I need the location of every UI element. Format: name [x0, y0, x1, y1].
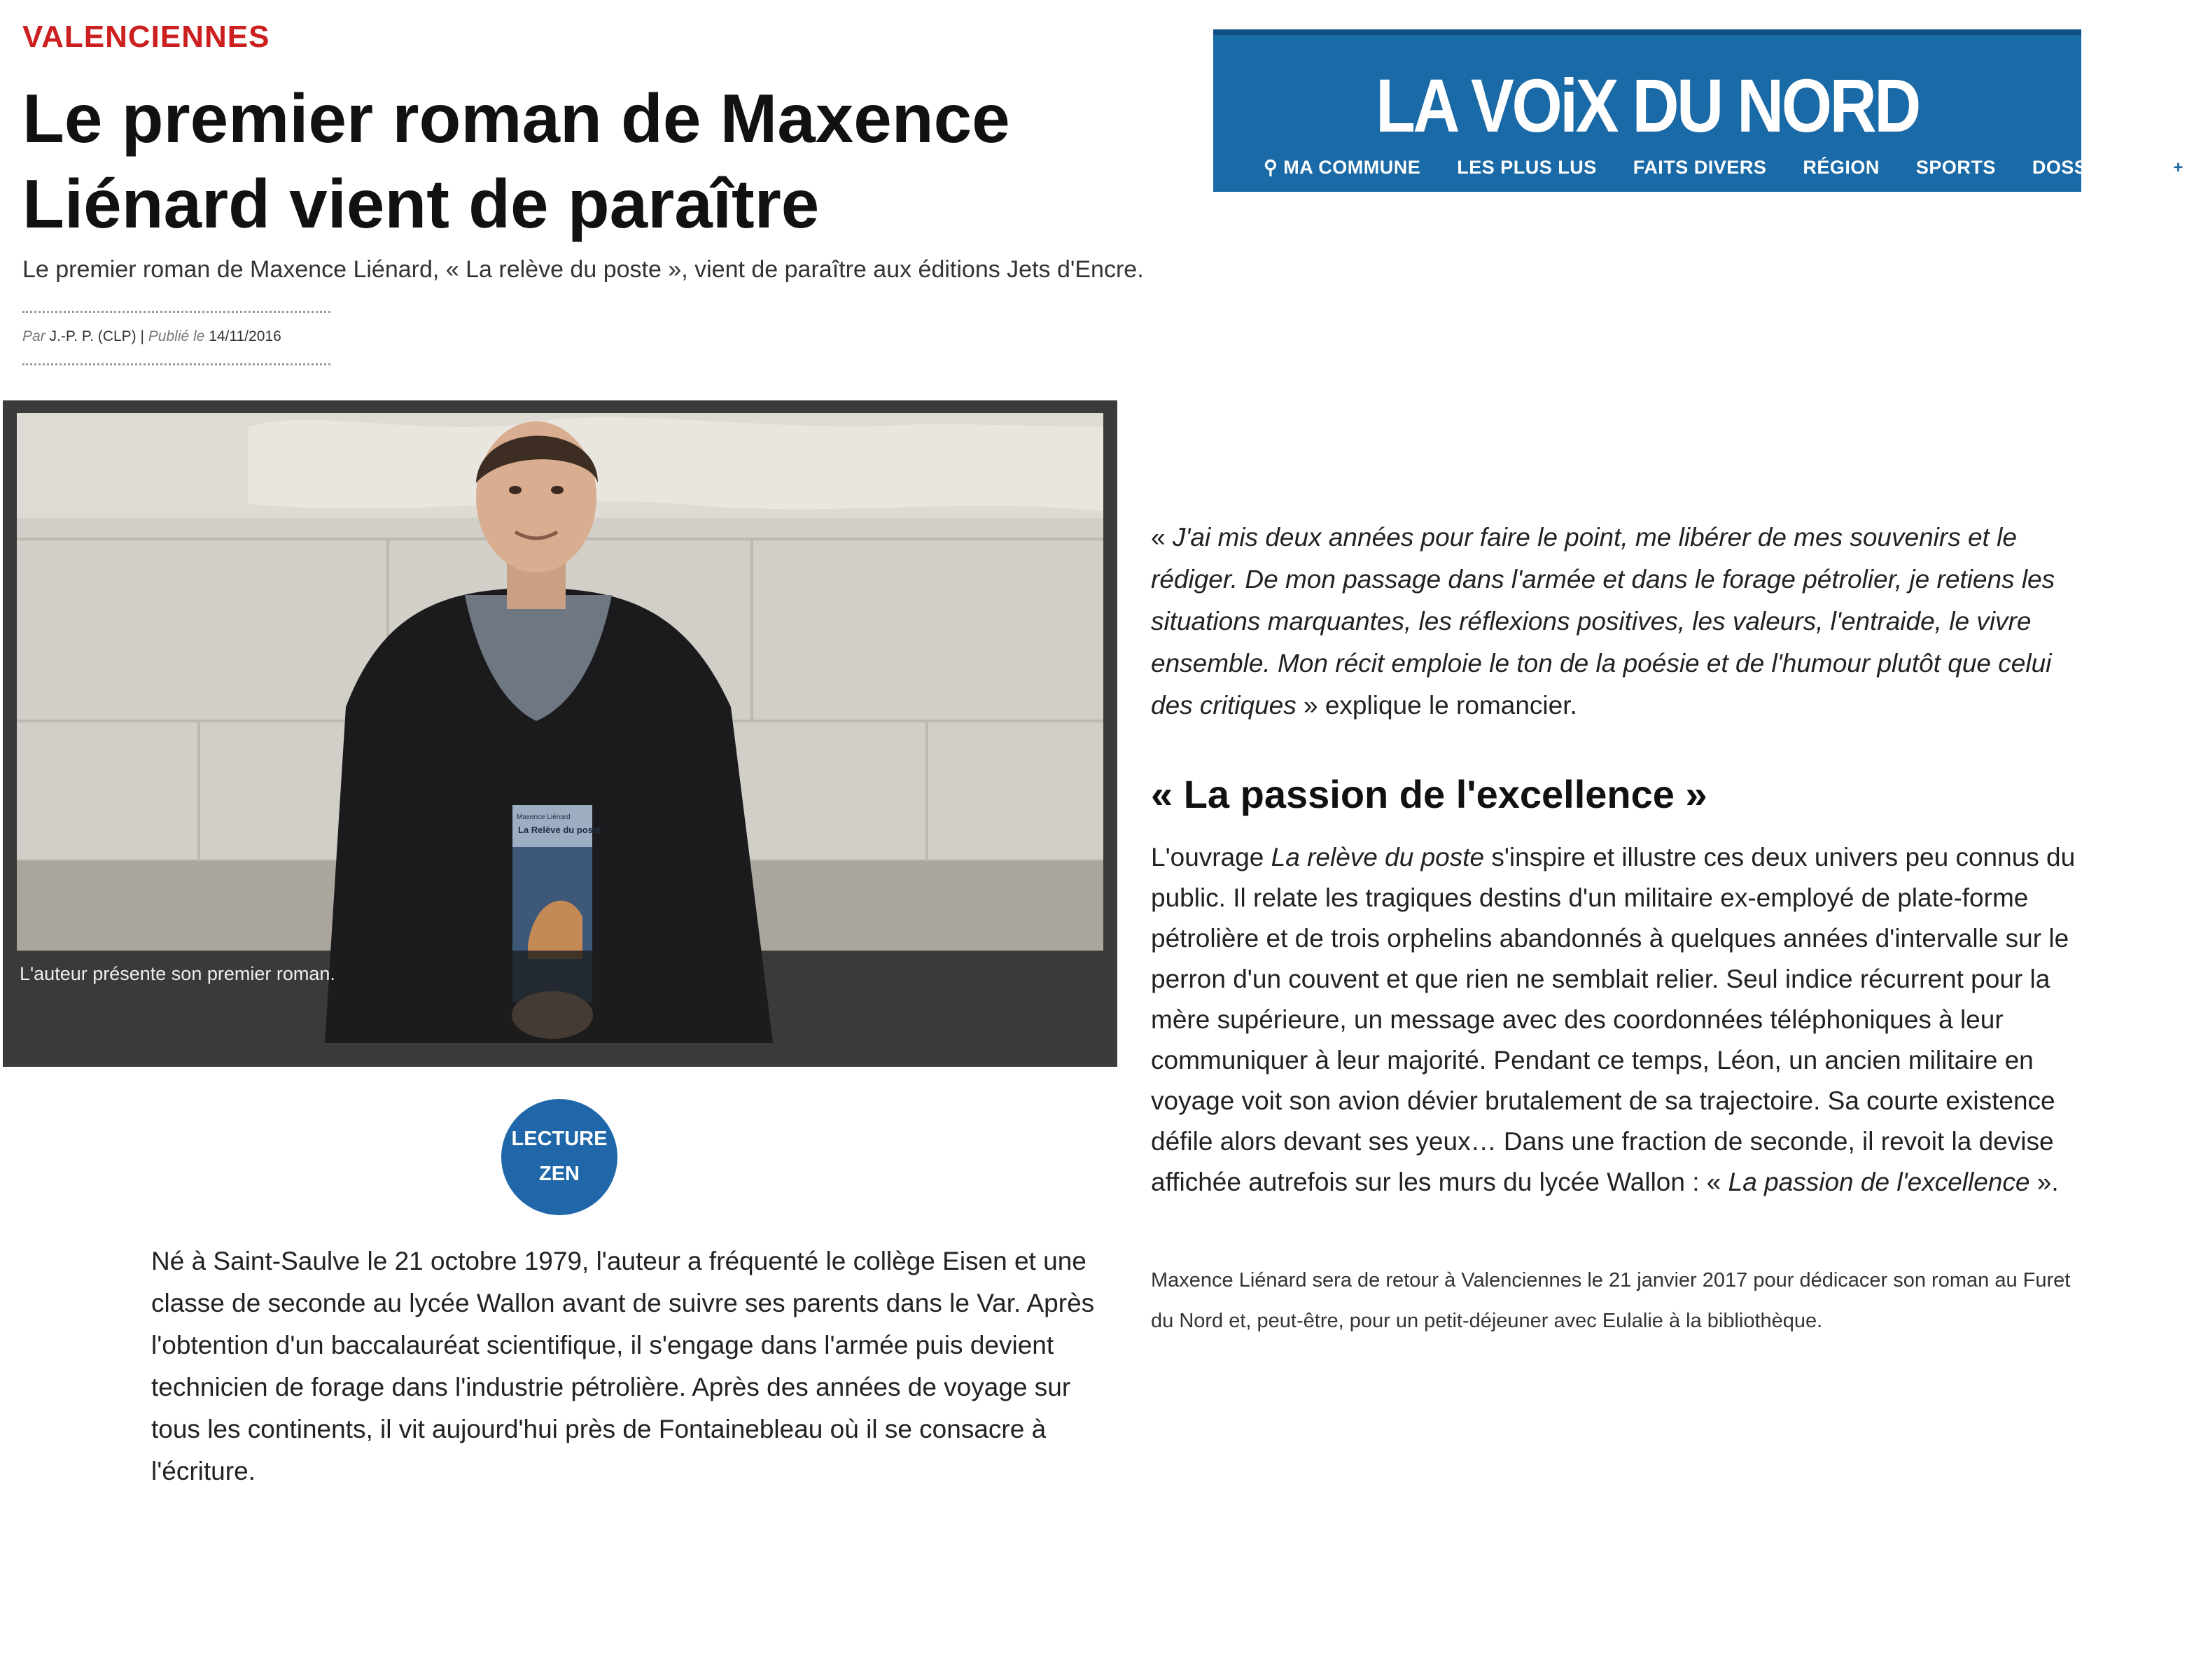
- author-photo-illustration: [17, 413, 1103, 1043]
- author-quote: [1151, 517, 2089, 727]
- byline-separator: |: [140, 328, 144, 344]
- quote-attribution: » explique le romancier.: [1296, 691, 1577, 720]
- masthead: [1213, 29, 2183, 192]
- article-photo[interactable]: [17, 413, 1103, 1043]
- section-close: ».: [2029, 1168, 2059, 1196]
- byline-published-label: Publié le: [148, 328, 205, 344]
- nav-item-les-plus-lus[interactable]: LES PLUS LUS: [1457, 157, 1597, 178]
- nav-item-dossiers[interactable]: DOSSIERS: [2032, 157, 2133, 178]
- photo-frame: [3, 400, 1117, 1067]
- book-cover-author: Maxence Liénard: [517, 813, 571, 821]
- section-text: s'inspire et illustre ces deux univers peu connus du public. Il relate les tragiques destins d'un militaire ex-employé de plate-forme pétrolière et de trois orphelins abandonnés à quelques années d'intervalle sur le perron d'un couvent et que rien ne semblait relier. Seul indice récurrent pour la mère supérieure, un message avec des coordonnées téléphoniques à leur communiquer à leur majorité. Pendant ce temps, Léon, un ancien militaire en voyage voit son avion dévier brutalement de sa trajectoire. Sa courte existence défile alors devant ses yeux… Dans une fraction de seconde, il revoit la devise affichée autrefois sur les murs du lycée Wallon : «: [1151, 843, 2076, 1196]
- book-cover-title: La Relève du poste: [518, 825, 601, 835]
- byline-author[interactable]: J.-P. P. (CLP): [49, 328, 137, 344]
- article-category[interactable]: VALENCIENNES: [22, 20, 270, 54]
- quote-open-mark: «: [1151, 523, 1173, 552]
- plus-circle-icon[interactable]: +: [2169, 159, 2187, 177]
- nav-label-ma-commune: MA COMMUNE: [1283, 157, 1421, 178]
- section-intro: L'ouvrage: [1151, 843, 1271, 872]
- section-subhead: « La passion de l'excellence »: [1151, 772, 1707, 816]
- site-logo[interactable]: LA VOiX DU NORD: [1376, 63, 1919, 148]
- signing-note: Maxence Liénard sera de retour à Valenciennes le 21 janvier 2017 pour dédicacer son roman au Furet du Nord et, peut-être, pour un petit-déjeuner avec Eulalie à la bibliothèque.: [1151, 1269, 2071, 1332]
- book-title-inline: La relève du poste: [1271, 843, 1485, 872]
- main-nav: [1264, 157, 2187, 178]
- motto-inline: La passion de l'excellence: [1728, 1168, 2030, 1196]
- quote-text: J'ai mis deux années pour faire le point, me libérer de mes souvenirs et le rédiger. De mon passage dans l'armée et dans le forage pétrolier, je retiens les situations marquantes, les réflexions positives, les valeurs, l'entraide, le vivre ensemble. Mon récit emploie le ton de la poésie et de l'humour plutôt que celui des critiques: [1151, 523, 2055, 720]
- nav-item-ma-commune[interactable]: [1264, 157, 1420, 178]
- badge-line-1: LECTURE: [511, 1128, 608, 1150]
- byline-box: [22, 311, 330, 365]
- badge-line-2: ZEN: [539, 1163, 580, 1185]
- author-bio: Né à Saint-Saulve le 21 octobre 1979, l'auteur a fréquenté le collège Eisen et une classe de seconde au lycée Wallon avant de suivre ses parents dans le Var. Après l'obtention d'un baccalauréat scientifique, il s'engage dans l'armée puis devient technicien de forage dans l'industrie pétrolière. Après des années de voyage sur tous les continents, il vit aujourd'hui près de Fontainebleau où il se consacre à l'écriture.: [151, 1247, 1095, 1485]
- location-pin-icon: ⚲: [1264, 157, 1284, 178]
- byline-date: 14/11/2016: [209, 328, 281, 344]
- nav-item-region[interactable]: RÉGION: [1803, 157, 1880, 178]
- article-standfirst: Le premier roman de Maxence Liénard, « La relève du poste », vient de paraître aux éditions Jets d'Encre.: [22, 256, 1144, 283]
- byline: [22, 328, 281, 345]
- byline-par-label: Par: [22, 328, 46, 344]
- lecture-zen-badge[interactable]: [501, 1099, 617, 1215]
- article-headline: Le premier roman de Maxence Liénard vient de paraître: [22, 80, 1010, 242]
- nav-item-sports[interactable]: SPORTS: [1915, 157, 1996, 178]
- photo-caption: L'auteur présente son premier roman.: [20, 963, 335, 984]
- nav-item-faits-divers[interactable]: FAITS DIVERS: [1633, 157, 1767, 178]
- section-body: [1151, 837, 2089, 1203]
